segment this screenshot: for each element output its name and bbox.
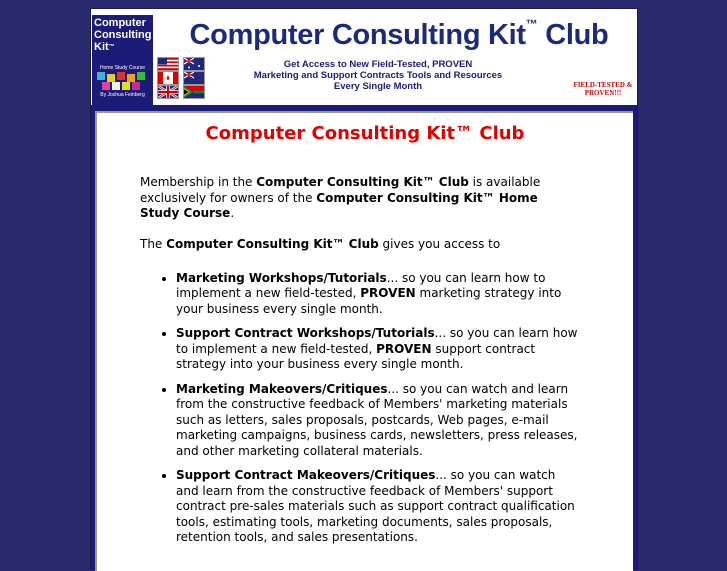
uk-flag-icon: [157, 85, 179, 99]
banner-tagline: [243, 59, 513, 92]
product-box-logo: [92, 15, 153, 105]
body-text: [140, 175, 580, 555]
tagline-line-1: Get Access to New Field-Tested, PROVEN: [283, 59, 473, 70]
content-border: [91, 105, 637, 569]
page-frame: [90, 8, 638, 570]
canada-flag-icon: [157, 71, 179, 85]
product-blocks-graphic: [97, 72, 149, 90]
field-tested-badge: FIELD-TESTED & PROVEN!!!: [573, 81, 633, 97]
header-banner: [91, 9, 637, 105]
product-subtitle: Home Study Course: [99, 65, 146, 71]
list-item: • Support Contract Workshops/Tutorials... so you can learn how to implement a new field-tested, PROVEN support contract strategy into your business every single month.: [176, 326, 580, 373]
intro-paragraph-1: Membership in the Computer Consulting Kit™ Club is available exclusively for owners of the Computer Consulting Kit™ Home Study Course.: [140, 175, 541, 220]
australia-flag-icon: [183, 57, 205, 71]
new-zealand-flag-icon: [183, 71, 205, 85]
tagline-line-2: Marketing and Support Contracts Tools and Resources: [253, 70, 503, 81]
content-panel: [95, 111, 633, 571]
us-flag-icon: [157, 57, 179, 71]
intro-paragraph-2: The Computer Consulting Kit™ Club gives you access to: [140, 237, 501, 251]
banner-title: Computer Consulting Kit™ Club: [189, 17, 609, 51]
product-author: By Joshua Feinberg: [100, 92, 145, 98]
benefit-list: [140, 271, 580, 546]
list-item: • Marketing Makeovers/Critiques... so you can watch and learn from the constructive feedback of Members' marketing materials such as letters, sales proposals, postcards, Web pages, e-mail marketing campaigns, business cards, newsletters, press releases, and other marketing collateral materials.: [176, 382, 580, 460]
product-title: Computer Consulting Kit™: [94, 17, 152, 53]
list-item: • Marketing Workshops/Tutorials... so you can learn how to implement a new field-tested, PROVEN marketing strategy into your business every single month.: [176, 271, 580, 318]
list-item: • Support Contract Makeovers/Critiques... so you can watch and learn from the constructive feedback of Members' support contract pre-sales materials such as support contract qualification tools, estimating tools, marketing documents, sales proposals, retention tools, and sales presentations.: [176, 468, 580, 546]
page-title: Computer Consulting Kit™ Club: [205, 123, 525, 144]
south-africa-flag-icon: [183, 85, 205, 99]
tagline-line-3: Every Single Month: [333, 81, 423, 92]
country-flags: [157, 57, 205, 99]
